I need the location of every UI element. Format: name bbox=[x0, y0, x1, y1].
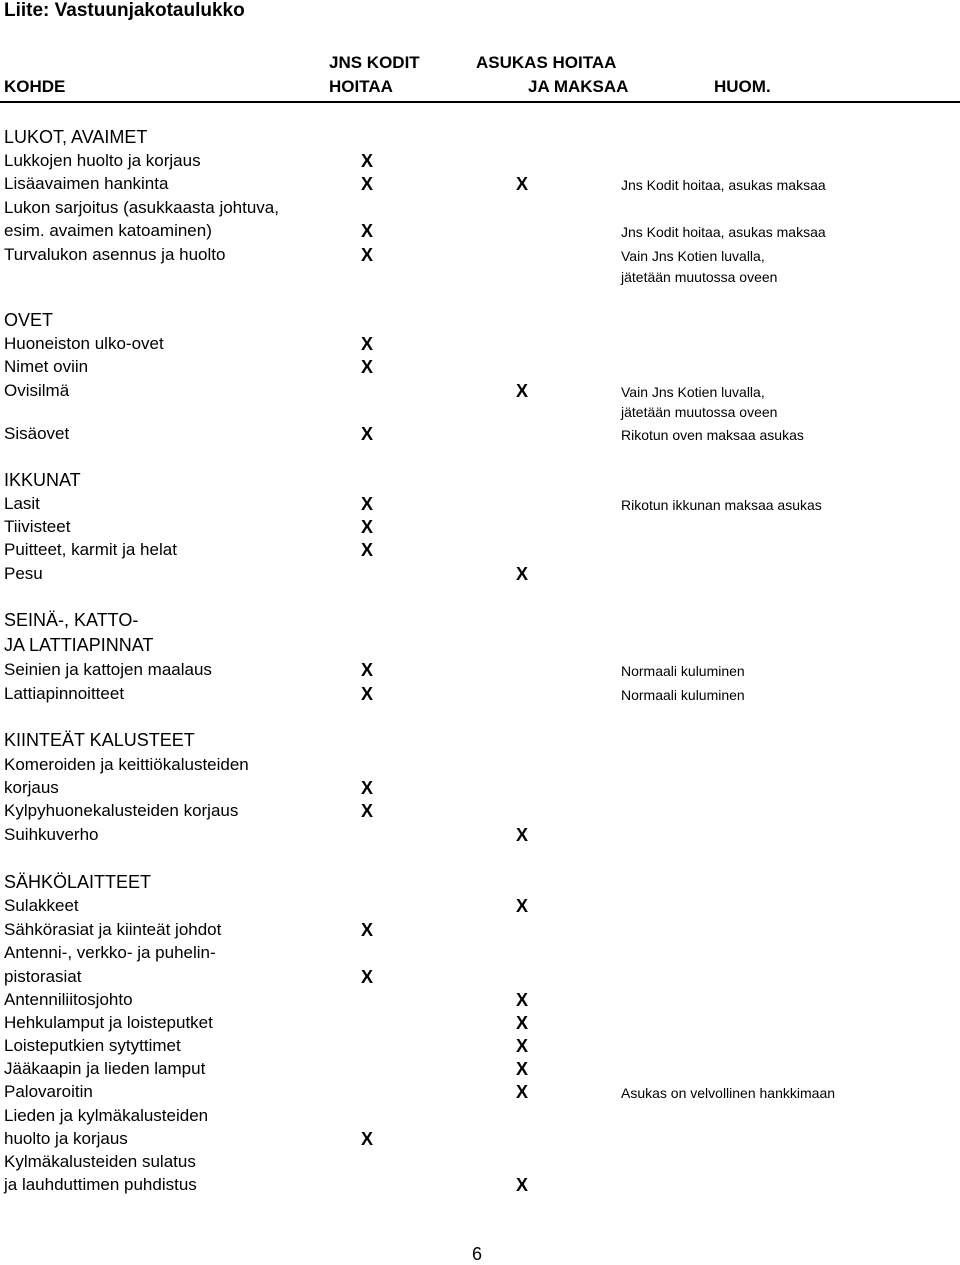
jns-mark: X bbox=[361, 967, 374, 987]
table-row bbox=[0, 517, 960, 540]
jns-mark: X bbox=[361, 920, 374, 940]
row-note: Jns Kodit hoitaa, asukas maksaa bbox=[621, 177, 826, 193]
row-note: Normaali kuluminen bbox=[621, 687, 745, 703]
table-row bbox=[0, 151, 960, 174]
row-label: Sisäovet bbox=[4, 424, 70, 443]
jns-mark: X bbox=[361, 424, 374, 444]
table-row bbox=[0, 1082, 960, 1105]
row-note: Jns Kodit hoitaa, asukas maksaa bbox=[621, 224, 826, 240]
section-heading: LUKOT, AVAIMET bbox=[4, 127, 148, 147]
table-row bbox=[0, 920, 960, 943]
header-resident-line1: ASUKAS HOITAA bbox=[476, 53, 617, 72]
row-note: jätetään muutossa oveen bbox=[621, 404, 778, 420]
row-label: Seinien ja kattojen maalaus bbox=[4, 660, 212, 679]
row-label: Lieden ja kylmäkalusteiden bbox=[4, 1106, 209, 1125]
row-label: Antenni-, verkko- ja puhelin- bbox=[4, 943, 216, 962]
resident-mark: X bbox=[516, 1013, 529, 1033]
jns-mark: X bbox=[361, 245, 374, 265]
jns-mark: X bbox=[361, 540, 374, 560]
resident-mark: X bbox=[516, 1059, 529, 1079]
table-row bbox=[0, 334, 960, 357]
section-heading: SEINÄ-, KATTO- bbox=[4, 610, 139, 630]
row-label: Ovisilmä bbox=[4, 381, 70, 400]
table-row bbox=[0, 660, 960, 683]
table-row bbox=[0, 401, 960, 424]
row-label: Jääkaapin ja lieden lamput bbox=[4, 1059, 206, 1078]
row-label: Lisäavaimen hankinta bbox=[4, 174, 169, 193]
table-row bbox=[0, 943, 960, 966]
row-label: Lukon sarjoitus (asukkaasta johtuva, bbox=[4, 198, 279, 217]
table-row bbox=[0, 1036, 960, 1059]
jns-mark: X bbox=[361, 174, 374, 194]
section-heading: SÄHKÖLAITTEET bbox=[4, 872, 152, 892]
row-label: Puitteet, karmit ja helat bbox=[4, 540, 177, 559]
jns-mark: X bbox=[361, 778, 374, 798]
row-label: Huoneiston ulko-ovet bbox=[4, 334, 164, 353]
resident-mark: X bbox=[516, 174, 529, 194]
row-label: ja lauhduttimen puhdistus bbox=[4, 1175, 197, 1194]
section-heading: OVET bbox=[4, 310, 54, 330]
row-label: Sähkörasiat ja kiinteät johdot bbox=[4, 920, 222, 939]
table-row bbox=[0, 1175, 960, 1198]
resident-mark: X bbox=[516, 990, 529, 1010]
table-row bbox=[0, 540, 960, 563]
table-row bbox=[0, 967, 960, 990]
row-label: Palovaroitin bbox=[4, 1082, 93, 1101]
table-row bbox=[0, 564, 960, 587]
row-label: Turvalukon asennus ja huolto bbox=[4, 245, 226, 264]
table-row bbox=[0, 174, 960, 197]
section-heading-row bbox=[0, 470, 960, 493]
row-label: Nimet oviin bbox=[4, 357, 89, 376]
table-row bbox=[0, 801, 960, 824]
row-note: Rikotun ikkunan maksaa asukas bbox=[621, 497, 822, 513]
row-label: huolto ja korjaus bbox=[4, 1129, 128, 1148]
table-row bbox=[0, 1152, 960, 1175]
header-resident-line2: JA MAKSAA bbox=[528, 77, 629, 96]
row-note: Vain Jns Kotien luvalla, bbox=[621, 248, 765, 264]
table-row bbox=[0, 357, 960, 380]
row-label: Lattiapinnoitteet bbox=[4, 684, 125, 703]
section-heading: IKKUNAT bbox=[4, 470, 81, 490]
resident-mark: X bbox=[516, 381, 529, 401]
resident-mark: X bbox=[516, 1036, 529, 1056]
resident-mark: X bbox=[516, 896, 529, 916]
section-heading-row bbox=[0, 730, 960, 753]
section-heading-row bbox=[0, 127, 960, 150]
jns-mark: X bbox=[361, 221, 374, 241]
header-target: KOHDE bbox=[4, 77, 66, 96]
section-heading-row bbox=[0, 635, 960, 658]
jns-mark: X bbox=[361, 517, 374, 537]
row-label: esim. avaimen katoaminen) bbox=[4, 221, 212, 240]
section-heading-row bbox=[0, 610, 960, 633]
row-label: Suihkuverho bbox=[4, 825, 99, 844]
row-label: Kylpyhuonekalusteiden korjaus bbox=[4, 801, 239, 820]
jns-mark: X bbox=[361, 1129, 374, 1149]
row-label: Komeroiden ja keittiökalusteiden bbox=[4, 755, 249, 774]
jns-mark: X bbox=[361, 660, 374, 680]
row-note: Asukas on velvollinen hankkimaan bbox=[621, 1085, 836, 1101]
jns-mark: X bbox=[361, 357, 374, 377]
row-label: Hehkulamput ja loisteputket bbox=[4, 1013, 213, 1032]
table-row bbox=[0, 755, 960, 778]
row-note: Normaali kuluminen bbox=[621, 663, 745, 679]
page-number: 6 bbox=[472, 1244, 483, 1264]
table-row bbox=[0, 221, 960, 244]
table-row bbox=[0, 424, 960, 447]
table-row bbox=[0, 494, 960, 517]
table-row bbox=[0, 1129, 960, 1152]
table-row bbox=[0, 778, 960, 801]
row-label: Pesu bbox=[4, 564, 43, 583]
row-label: Kylmäkalusteiden sulatus bbox=[4, 1152, 196, 1171]
resident-mark: X bbox=[516, 825, 529, 845]
table-row bbox=[0, 896, 960, 919]
table-row bbox=[0, 1013, 960, 1036]
section-heading-row bbox=[0, 872, 960, 895]
jns-mark: X bbox=[361, 334, 374, 354]
resident-mark: X bbox=[516, 1082, 529, 1102]
jns-mark: X bbox=[361, 151, 374, 171]
table-row bbox=[0, 990, 960, 1013]
resident-mark: X bbox=[516, 564, 529, 584]
row-label: korjaus bbox=[4, 778, 59, 797]
header-jns-line2: HOITAA bbox=[329, 77, 393, 96]
row-note: Rikotun oven maksaa asukas bbox=[621, 427, 804, 443]
page-title: Liite: Vastuunjakotaulukko bbox=[4, 0, 245, 21]
section-heading: JA LATTIAPINNAT bbox=[4, 635, 154, 655]
section-heading-row bbox=[0, 310, 960, 333]
table-row bbox=[0, 684, 960, 707]
header-note: HUOM. bbox=[714, 77, 771, 96]
row-label: Lasit bbox=[4, 494, 40, 513]
header-jns-line1: JNS KODIT bbox=[329, 53, 420, 72]
row-label: Lukkojen huolto ja korjaus bbox=[4, 151, 201, 170]
table-row bbox=[0, 198, 960, 221]
row-label: Tiivisteet bbox=[4, 517, 71, 536]
row-label: Sulakkeet bbox=[4, 896, 79, 915]
table-row bbox=[0, 1059, 960, 1082]
row-note: jätetään muutossa oveen bbox=[621, 269, 778, 285]
section-heading: KIINTEÄT KALUSTEET bbox=[4, 730, 195, 750]
row-label: Antenniliitosjohto bbox=[4, 990, 133, 1009]
jns-mark: X bbox=[361, 494, 374, 514]
table-row bbox=[0, 245, 960, 268]
row-label: pistorasiat bbox=[4, 967, 82, 986]
jns-mark: X bbox=[361, 801, 374, 821]
row-note: Vain Jns Kotien luvalla, bbox=[621, 384, 765, 400]
row-label: Loisteputkien sytyttimet bbox=[4, 1036, 181, 1055]
jns-mark: X bbox=[361, 684, 374, 704]
header-divider bbox=[0, 101, 960, 103]
table-row bbox=[0, 825, 960, 848]
table-row bbox=[0, 266, 960, 289]
resident-mark: X bbox=[516, 1175, 529, 1195]
table-row bbox=[0, 1106, 960, 1129]
